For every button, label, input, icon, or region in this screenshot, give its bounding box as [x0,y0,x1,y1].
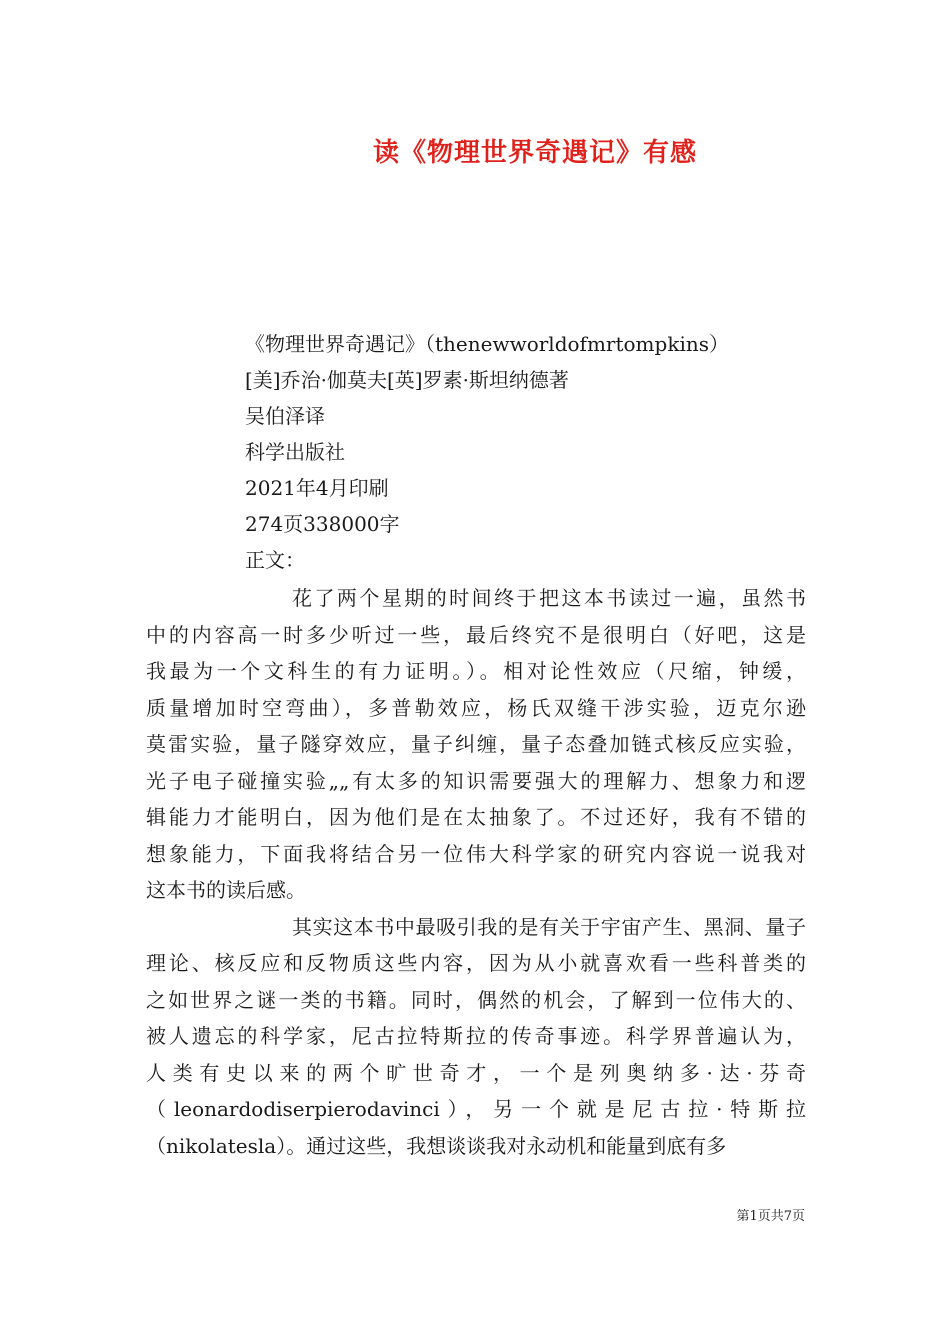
book-authors-line: [美]乔治·伽莫夫[英]罗素·斯坦纳德著 [245,368,569,392]
page-number: 第1页共7页 [736,1209,805,1224]
paragraph-line: 质量增加时空弯曲），多普勒效应，杨氏双缝干涉实验，迈克尔逊 [146,695,806,720]
book-pages-line: 274页338000字 [245,512,400,536]
paragraph-line: 辑能力才能明白，因为他们是在太抽象了。不过还好，我有不错的 [146,805,806,829]
document-title: 读《物理世界奇遇记》有感 [372,138,697,168]
book-publisher-line: 科学出版社 [245,440,345,464]
document-body [146,580,806,1164]
paragraph-line: 理论、核反应和反物质这些内容，因为从小就喜欢看一些科普类的 [146,951,806,975]
paragraph-1 [146,580,806,909]
book-print-date-line: 2021年4月印刷 [245,476,389,500]
paragraph-line: （nikolatesla）。通过这些，我想谈谈我对永动机和能量到底有多 [146,1133,727,1158]
paragraph-line: 莫雷实验，量子隧穿效应，量子纠缠，量子态叠加链式核反应实验， [146,732,806,756]
paragraph-line: 光子电子碰撞实验„„有太多的知识需要强大的理解力、想象力和逻 [146,768,806,793]
paragraph-line: 被人遗忘的科学家，尼古拉特斯拉的传奇事迹。科学界普遍认为， [146,1024,806,1048]
paragraph-line: 之如世界之谜一类的书籍。同时，偶然的机会，了解到一位伟大的、 [146,987,806,1012]
book-translator-line: 吴伯泽译 [245,404,325,428]
paragraph-2 [146,909,806,1165]
paragraph-line: 中的内容高一时多少听过一些，最后终究不是很明白（好吧，这是 [146,622,806,647]
paragraph-line: （leonardodiserpierodavinci），另一个就是尼古拉·特斯拉 [146,1097,806,1121]
paragraph-line: 想象能力，下面我将结合另一位伟大科学家的研究内容说一说我对 [146,841,806,866]
book-title-line: 《物理世界奇遇记》（thenewworldofmrtompkins） [245,332,729,356]
paragraph-line: 人类有史以来的两个旷世奇才，一个是列奥纳多·达·芬奇 [146,1060,806,1085]
paragraph-line: 花了两个星期的时间终于把这本书读过一遍，虽然书 [292,586,806,610]
book-info [245,326,865,578]
paragraph-line: 我最为一个文科生的有力证明。）。相对论性效应（尺缩，钟缓， [146,659,806,683]
paragraph-line: 这本书的读后感。 [146,878,306,902]
body-heading: 正文： [245,548,305,572]
paragraph-line: 其实这本书中最吸引我的是有关于宇宙产生、黑洞、量子 [292,914,806,939]
